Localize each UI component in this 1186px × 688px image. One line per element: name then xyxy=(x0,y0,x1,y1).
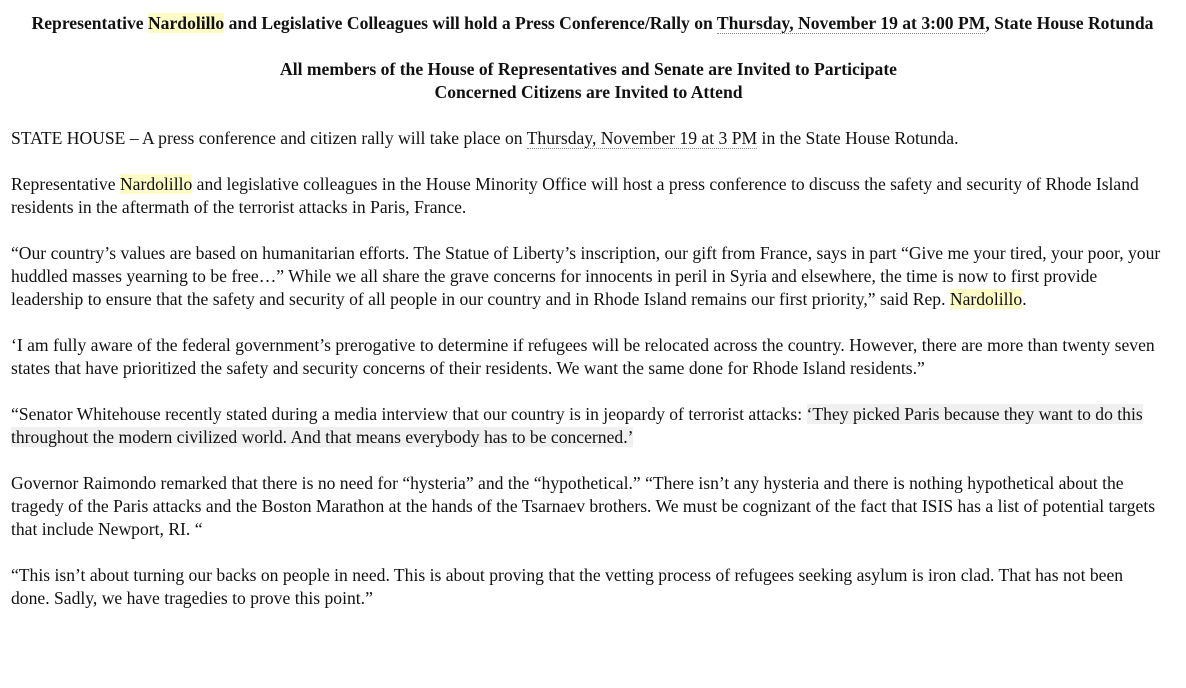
highlighted-name: Nardolillo xyxy=(147,13,225,33)
paragraph-text: in the State House Rotunda. xyxy=(757,128,959,148)
event-date-link[interactable]: Thursday, November 19 at 3 PM xyxy=(526,128,758,148)
paragraph-quote-values xyxy=(11,242,1166,311)
paragraph-text: . xyxy=(1022,289,1027,309)
paragraph-closing xyxy=(11,564,1166,610)
paragraph-whitehouse xyxy=(11,403,1166,449)
paragraph-text: ‘I am fully aware of the federal government’s prerogative to determine if refugees will be relocated across the country. However, there are more than twenty seven states that have prioritized the safety and security concerns of their residents. We want the same done for Rhode Island residents.” xyxy=(11,335,1155,378)
subheading-line: All members of the House of Representatives and Senate are Invited to Participate xyxy=(280,59,897,79)
highlighted-quote: ‘They picked Paris because they want to do this throughout the modern civilized world. And that means everybody has to be concerned.’ xyxy=(11,404,1143,447)
paragraph-text: and legislative colleagues in the House Minority Office will host a press conference to discuss the safety and security of Rhode Island residents in the aftermath of the terrorist attacks in Paris, France. xyxy=(11,174,1139,217)
paragraph-text: Representative xyxy=(11,174,120,194)
subheading-line: Concerned Citizens are Invited to Attend xyxy=(434,82,743,102)
paragraph-text: “This isn’t about turning our backs on people in need. This is about proving that the vetting process of refugees seeking asylum is iron clad. That has not been done. Sadly, we have tragedies to prove this point.” xyxy=(11,565,1124,608)
paragraph-text: Governor Raimondo remarked that there is no need for “hysteria” and the “hypothetical.” “There isn’t any hysteria and there is nothing hypothetical about the tragedy of the Paris attacks and the Boston Marathon at the hands of the Tsarnaev brothers. We must be cognizant of the fact that ISIS has a list of potential targets that include Newport, RI. “ xyxy=(11,473,1156,539)
paragraph-raimondo xyxy=(11,472,1166,541)
headline-text: , State House Rotunda xyxy=(985,13,1154,33)
highlighted-name: Nardolillo xyxy=(119,174,193,194)
paragraph-federal xyxy=(11,334,1166,380)
headline xyxy=(11,12,1166,35)
paragraph-announcement xyxy=(11,173,1166,219)
paragraph-text: “Senator Whitehouse recently stated during a media interview that our country is in jeopardy of terrorist attacks: xyxy=(11,404,807,424)
paragraph-dateline xyxy=(11,127,1166,150)
paragraph-text: STATE HOUSE – A press conference and citizen rally will take place on xyxy=(11,128,527,148)
paragraph-text: “Our country’s values are based on humanitarian efforts. The Statue of Liberty’s inscription, our gift from France, says in part “Give me your tired, your poor, your huddled masses yearning to be free…” While we all share the grave concerns for innocents in peril in Syria and elsewhere, the time is now to first provide leadership to ensure that the safety and security of all people in our country and in Rhode Island remains our first priority,” said Rep. xyxy=(11,243,1161,309)
highlighted-name: Nardolillo xyxy=(949,289,1023,309)
headline-text: Representative xyxy=(31,13,148,33)
headline-text: and Legislative Colleagues will hold a Press Conference/Rally on xyxy=(224,13,717,33)
event-date-link[interactable]: Thursday, November 19 at 3:00 PM xyxy=(716,13,986,33)
subheading xyxy=(11,58,1166,104)
